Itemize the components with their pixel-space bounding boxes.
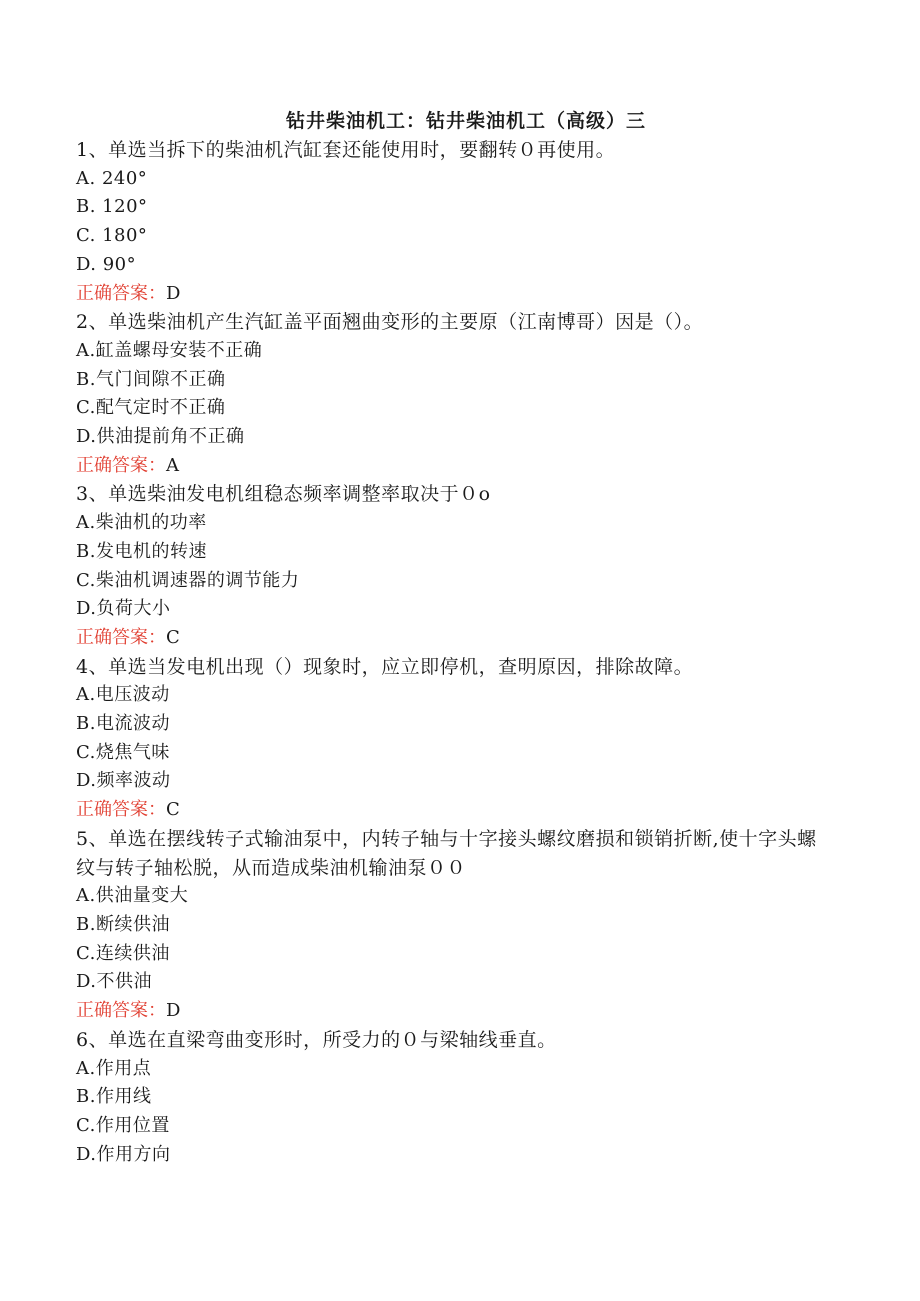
- option-d: D.负荷大小: [76, 598, 171, 620]
- answer-label: 正确答案：: [76, 799, 166, 821]
- option-d: D. 90°: [76, 253, 137, 275]
- option-d: D.作用方向: [76, 1143, 171, 1165]
- answer-value: D: [166, 282, 181, 304]
- answer-line: [76, 624, 836, 653]
- question-6: [76, 1026, 836, 1170]
- option-c: C.柴油机调速器的调节能力: [76, 569, 300, 591]
- option-a: A.柴油机的功率: [76, 512, 207, 534]
- option-b: B. 120°: [76, 196, 148, 218]
- answer-value: C: [166, 626, 180, 648]
- option-c: C.烧焦气味: [76, 741, 170, 763]
- option-b: B.气门间隙不正确: [76, 368, 226, 390]
- option-a: A. 240°: [76, 167, 148, 189]
- answer-line: [76, 796, 836, 825]
- document-page: [76, 106, 836, 1169]
- option-b: B.作用线: [76, 1086, 152, 1108]
- option-d: D.不供油: [76, 971, 153, 993]
- option-a: A.电压波动: [76, 684, 170, 706]
- question-stem: 3、单选柴油发电机组稳态频率调整率取决于０o: [76, 483, 491, 506]
- option-a: A.供油量变大: [76, 885, 189, 907]
- option-a: A.作用点: [76, 1057, 152, 1079]
- answer-label: 正确答案：: [76, 1000, 166, 1022]
- option-a: A.缸盖螺母安装不正确: [76, 339, 263, 361]
- question-stem: 6、单选在直梁弯曲变形时，所受力的０与梁轴线垂直。: [76, 1028, 557, 1051]
- question-stem: 1、单选当拆下的柴油机汽缸套还能使用时，要翻转０再使用。: [76, 139, 616, 161]
- answer-label: 正确答案：: [76, 454, 166, 476]
- option-c: C.作用位置: [76, 1114, 170, 1136]
- question-stem: 5、单选在摆线转子式输油泵中，内转子轴与十字接头螺纹磨损和锁销折断,使十字头螺纹与转子轴松脱，从而造成柴油机输油泵００: [76, 827, 817, 879]
- question-stem: 2、单选柴油机产生汽缸盖平面翘曲变形的主要原（江南博哥）因是（）。: [76, 311, 704, 334]
- answer-label: 正确答案：: [76, 626, 166, 648]
- document-title: 钻井柴油机工：钻井柴油机工（高级）三: [285, 110, 646, 132]
- answer-line: [76, 997, 836, 1026]
- option-c: C.配气定时不正确: [76, 397, 226, 419]
- answer-value: A: [166, 454, 179, 476]
- answer-value: C: [166, 799, 180, 821]
- option-b: B.电流波动: [76, 713, 170, 735]
- option-b: B.断续供油: [76, 913, 170, 935]
- answer-value: D: [166, 1000, 181, 1022]
- option-d: D.供油提前角不正确: [76, 426, 245, 448]
- answer-label: 正确答案：: [76, 282, 166, 304]
- option-c: C.连续供油: [76, 942, 170, 964]
- option-c: C. 180°: [76, 225, 148, 247]
- option-d: D.频率波动: [76, 770, 171, 792]
- answer-line: [76, 280, 836, 309]
- question-stem: 4、单选当发电机出现（）现象时，应立即停机，查明原因，排除故障。: [76, 655, 694, 678]
- question-5: [76, 825, 836, 1026]
- question-2: [76, 308, 836, 480]
- question-4: [76, 653, 836, 825]
- option-b: B.发电机的转速: [76, 540, 207, 562]
- answer-line: [76, 452, 836, 481]
- question-3: [76, 480, 836, 652]
- question-1: [76, 136, 836, 308]
